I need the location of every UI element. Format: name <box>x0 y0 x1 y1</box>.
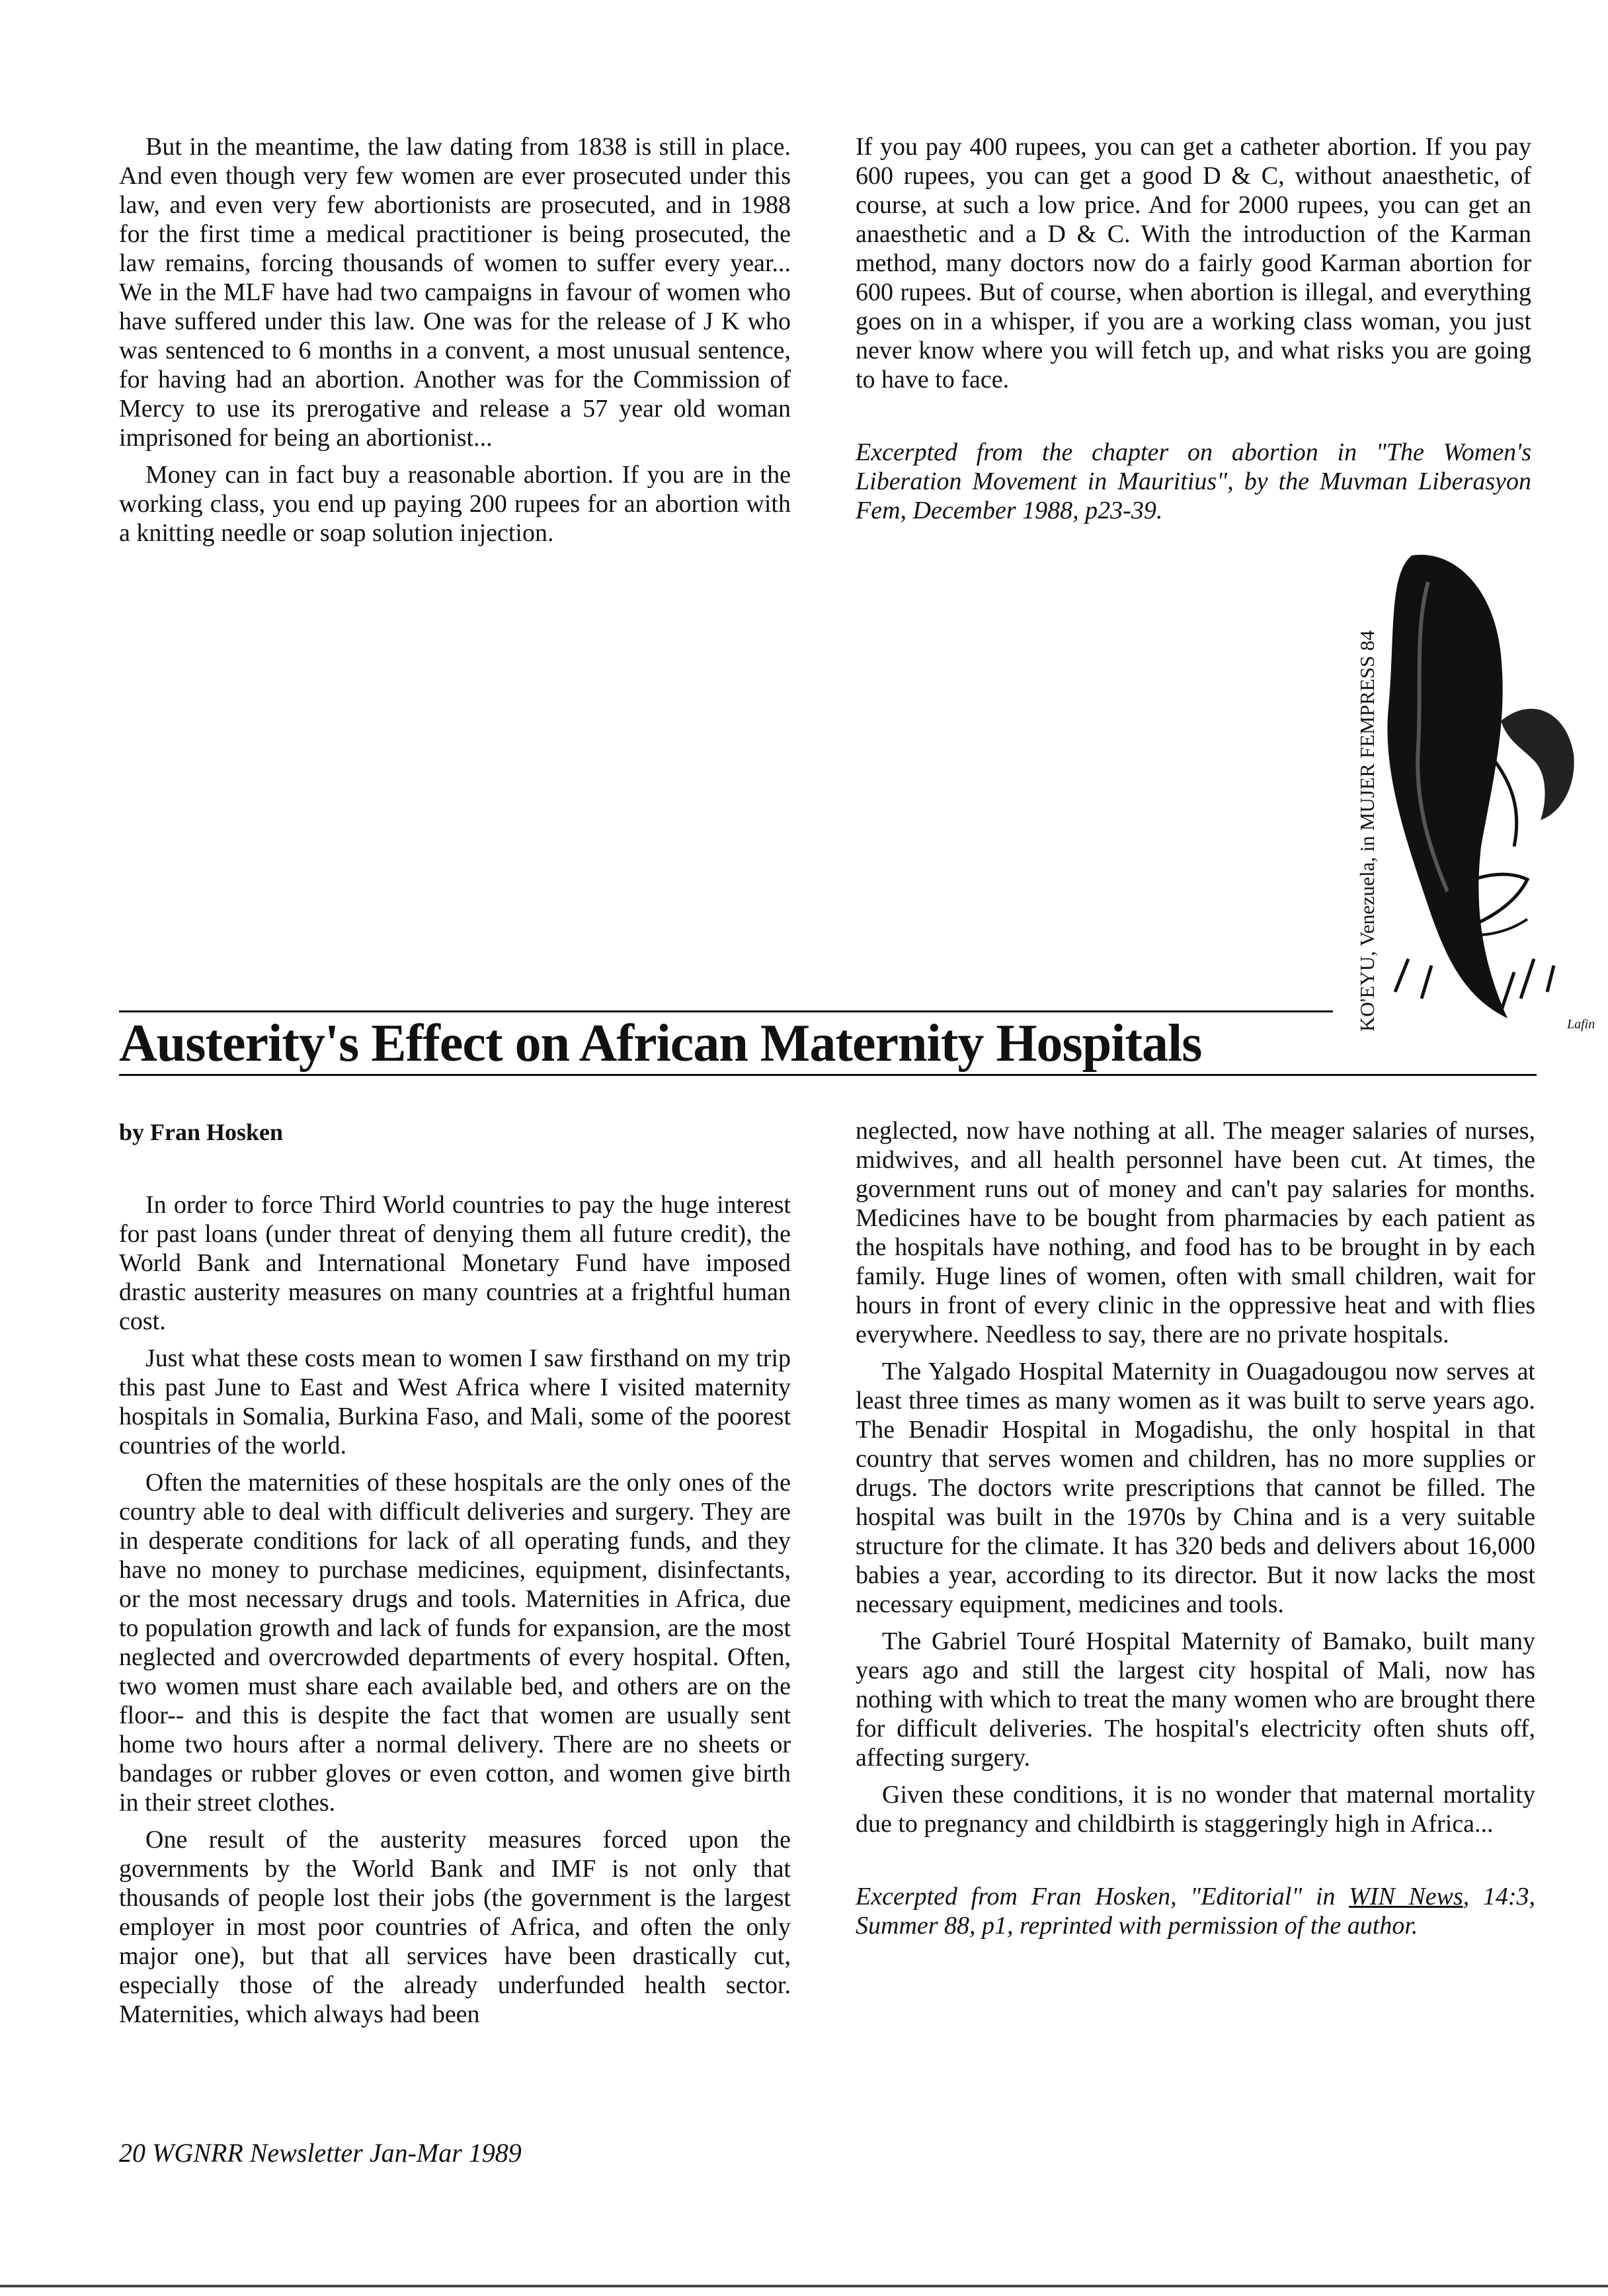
excerpt-source: WIN News <box>1349 1883 1463 1910</box>
byline: by Fran Hosken <box>119 1119 284 1145</box>
paragraph: Money can in fact buy a reasonable abortion. If you are in the working class, you end up paying 200 rupees for an abortion with a knitting needle or soap solution injection. <box>119 461 791 547</box>
paragraph: The Gabriel Touré Hospital Maternity of Bamako, built many years ago and still the largest city hospital of Mali, now has nothing with which to treat the many women who are brought there for difficult deliveries. The hospital's electricity often shuts off, affecting surgery. <box>856 1627 1535 1772</box>
paragraph: Just what these costs mean to women I saw firsthand on my trip this past June to East and West Africa where I visited maternity hospitals in Somalia, Burkina Faso, and Mali, some of the poorest countries of the world. <box>119 1344 791 1459</box>
illustration-credit: KO'EYU, Venezuela, in MUJER FEMPRESS 84 <box>1355 630 1379 1032</box>
article-left-column <box>119 1190 791 2037</box>
paragraph: The Yalgado Hospital Maternity in Ouagadougou now serves at least three times as many women as it was built to serve years ago. The Benadir Hospital in Mogadishu, the only hospital in that country that serves women and children, has no more supplies or drugs. The doctors write prescriptions that cannot be filled. The hospital was built in the 1970s by China and is a very suitable structure for the climate. It has 320 beds and delivers about 16,000 babies a year, according to its director. But it now lacks the most necessary equipment, medicines and tools. <box>856 1358 1535 1618</box>
paragraph: Often the maternities of these hospitals are the only ones of the country able to deal with difficult deliveries and surgery. They are in desperate conditions for lack of all operating funds, and they have no money to purchase medicines, equipment, disinfectants, or the most necessary drugs and tools. Maternities in Africa, due to population growth and lack of funds for expansion, are the most neglected and overcrowded departments of every hospital. Often, two women must share each available bed, and others are on the floor-- and this is despite the fact that women are usually sent home two hours after a normal delivery. There are no sheets or bandages or rubber gloves or even cotton, and women give birth in their street clothes. <box>119 1469 791 1817</box>
page-footer: 20 WGNRR Newsletter Jan-Mar 1989 <box>119 2138 522 2168</box>
paragraph: Given these conditions, it is no wonder that maternal mortality due to pregnancy and childbirth is staggeringly high in Africa... <box>856 1781 1535 1838</box>
excerpt-note <box>856 1882 1535 1940</box>
page-bottom-rule <box>0 2285 1608 2287</box>
paragraph: In order to force Third World countries to pay the huge interest for past loans (under threat of denying them all future credit), the World Bank and International Monetary Fund have imposed drastic austerity measures on many countries at a frightful human cost. <box>119 1191 791 1335</box>
excerpt-note: Excerpted from the chapter on abortion in "The Women's Liberation Movement in Mauritius", by the Muvman Liberasyon Fem, December 1988, p23-39. <box>856 438 1531 524</box>
top-left-column <box>119 132 791 555</box>
excerpt-text: Excerpted from Fran Hosken, "Editorial" in <box>856 1883 1349 1910</box>
paragraph: One result of the austerity measures forced upon the governments by the World Bank and IMF is not only that thousands of people lost their jobs (the government is the largest employer in most poor countries of Africa, and often the only major one), but that all services have been drastically cut, especially those of the already underfunded health sector. Maternities, which always had been <box>119 1826 791 2028</box>
excerpt-text: , 14:3, Summer 88, p1, reprinted with permission of the author. <box>856 1883 1535 1940</box>
top-right-column <box>856 132 1531 533</box>
headline-rule-bottom <box>119 1074 1537 1076</box>
paragraph: neglected, now have nothing at all. The meager salaries of nurses, midwives, and all health personnel have been cut. At times, the government runs out of money and can't pay salaries for months. Medicines have to be bought from pharmacies by each patient as the hospitals have nothing, and food has to be brought in by each family. Huge lines of women, often with small children, wait for hours in front of every clinic in the oppressive heat and with flies everywhere. Needless to say, there are no private hospitals. <box>856 1117 1535 1348</box>
woman-illustration <box>1349 536 1587 1038</box>
paragraph: If you pay 400 rupees, you can get a catheter abortion. If you pay 600 rupees, you can get a good D & C, without anaesthetic, of course, at such a low price. And for 2000 rupees, you can get an anaesthetic and a D & C. With the introduction of the Karman method, many doctors now do a fairly good Karman abortion for 600 rupees. But of course, when abortion is illegal, and everything goes on in a whisper, if you are a working class woman, you just never know where you will fetch up, and what risks you are going to have to face. <box>856 133 1531 393</box>
article-right-column <box>856 1116 1535 1948</box>
article-headline: Austerity's Effect on African Maternity Hospitals <box>119 1014 1202 1073</box>
artist-signature: Lafin <box>1567 1017 1595 1032</box>
paragraph: But in the meantime, the law dating from 1838 is still in place. And even though very few women are ever prosecuted under this law, and even very few abortionists are prosecuted, and in 1988 for the first time a medical practitioner is being prosecuted, the law remains, forcing thousands of women to suffer every year... We in the MLF have had two campaigns in favour of women who have suffered under this law. One was for the release of J K who was sentenced to 6 months in a convent, a most unusual sentence, for having had an abortion. Another was for the Commission of Mercy to use its prerogative and release a 57 year old woman imprisoned for being an abortionist... <box>119 133 791 452</box>
